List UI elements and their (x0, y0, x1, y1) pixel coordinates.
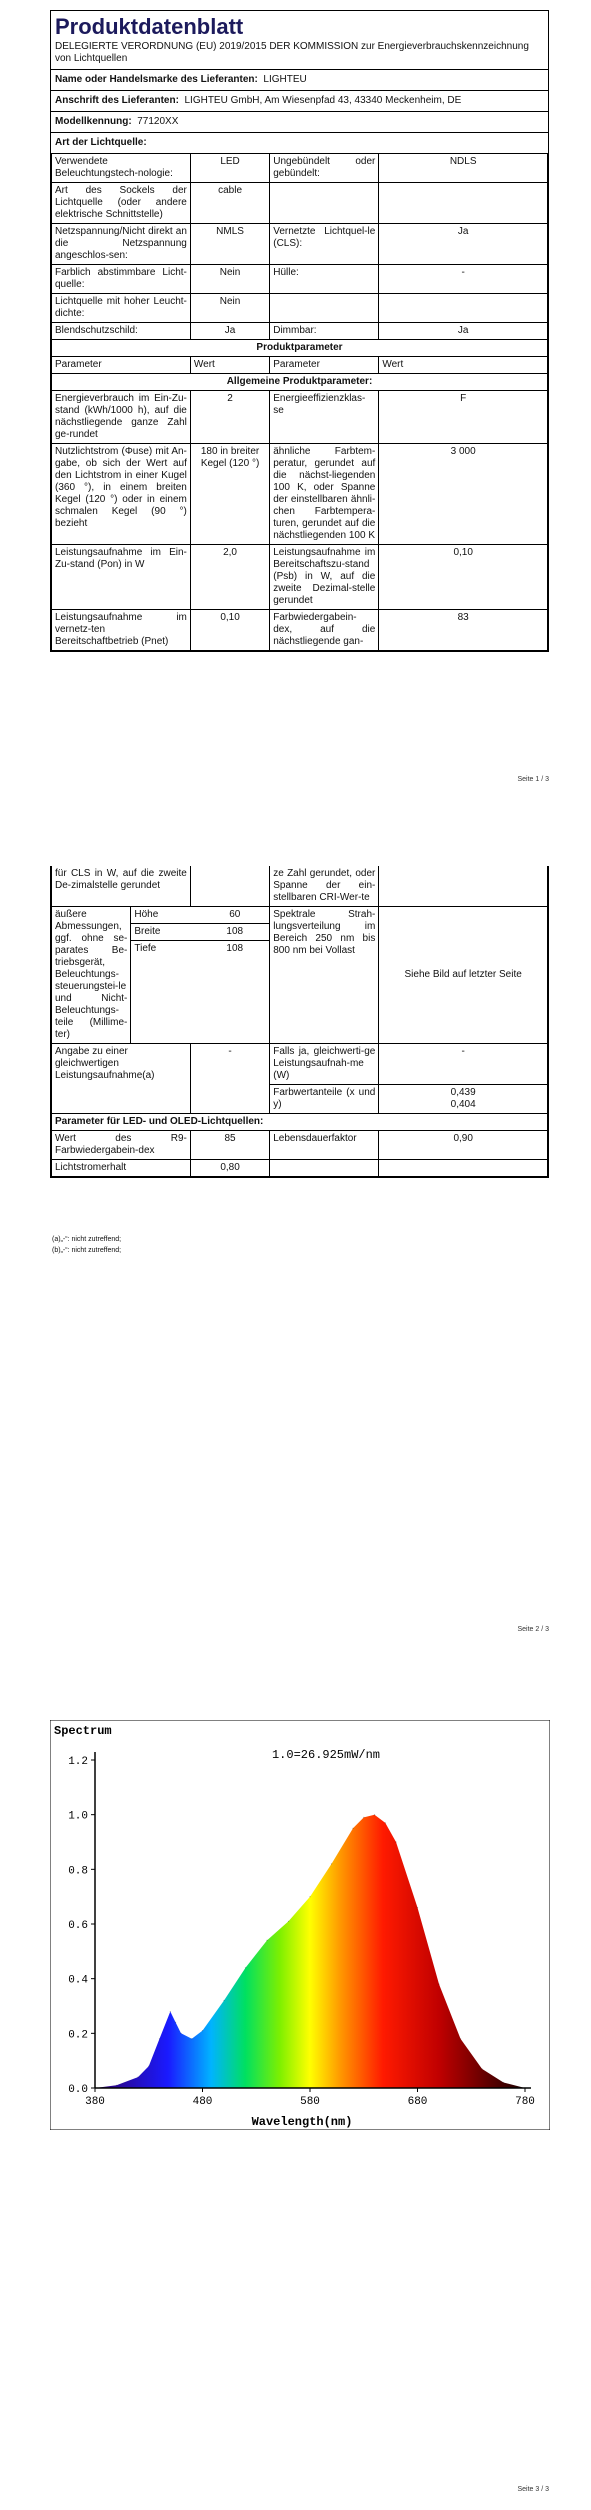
r9-value: 85 (190, 1131, 269, 1160)
dimensions-table (131, 907, 269, 957)
spectral-label: Spektrale Strah-lungsverteilung im Bereich 250 nm bis 800 nm bei Vollast (270, 907, 379, 1044)
equivalent-power-if-label: Falls ja, gleichwerti-ge Leistungsaufnah-me (W) (270, 1044, 379, 1085)
lumen-maintenance-value: 0,80 (190, 1160, 269, 1177)
spectrum-point (395, 1841, 396, 1842)
footnote-b: (b)„-“: nicht zutreffend; (52, 1247, 122, 1254)
column-header-value: Wert (190, 357, 269, 374)
param-value (190, 866, 269, 907)
lumen-maintenance-label: Lichtstromerhalt (52, 1160, 191, 1177)
type-label: Art des Sockels der Lichtquelle (oder andere elektrische Schnittstelle) (52, 183, 191, 224)
model-label: Modellkennung: (55, 116, 132, 127)
param-value: 0,10 (190, 610, 269, 651)
equivalent-power-label: Angabe zu einer gleichwertigen Leistungsaufnahme(a) (52, 1044, 191, 1114)
param-label: Energieeffizienzklas-se (270, 391, 379, 444)
model-line (51, 111, 548, 132)
table-row (52, 391, 548, 444)
dimensions-label: äußere Abmessungen, ggf. ohne se-parates Be-triebsgerät, Beleuchtungs-steuerungstei-le und Nicht-Beleuchtungs-teile (Millime-ter) (52, 907, 131, 1044)
param-value (379, 866, 548, 907)
x-tick-label: 380 (85, 2096, 105, 2108)
type-label: Verwendete Beleuchtungstech-nologie: (52, 154, 191, 183)
type-label: Farblich abstimmbare Licht-quelle: (52, 265, 191, 294)
table-row (52, 294, 548, 323)
y-tick-label: 0.0 (68, 2084, 88, 2096)
table-row (52, 545, 548, 610)
type-value: Ja (190, 323, 269, 340)
spectrum-point (266, 1940, 267, 1941)
spectrum-point (309, 1896, 310, 1897)
param-value: F (379, 391, 548, 444)
x-tick-label: 680 (407, 2096, 428, 2108)
spectrum-point (460, 2038, 461, 2039)
type-label: Dimmbar: (270, 323, 379, 340)
dimension-row (131, 941, 269, 958)
param-label: Leistungsaufnahme im Bereitschaftszu-stand (Psb) in W, auf die zweite Dezimal-stelle gerundet (270, 545, 379, 610)
column-header-parameter: Parameter (270, 357, 379, 374)
type-label: Hülle: (270, 265, 379, 294)
dimension-row (131, 924, 269, 941)
param-label: ze Zahl gerundet, oder Spanne der ein-stellbaren CRI-Wer-te (270, 866, 379, 907)
spectrum-point (202, 2030, 203, 2031)
datasheet-frame (50, 10, 549, 652)
type-value (379, 183, 548, 224)
model-id: 77120XX (137, 116, 179, 127)
equivalent-power-if-value: - (379, 1044, 548, 1085)
spectrum-point (245, 1967, 246, 1968)
page-1 (0, 0, 591, 800)
page-2 (0, 830, 591, 1650)
table-row (52, 224, 548, 265)
dimension-value: 108 (226, 943, 244, 954)
y-tick-label: 0.6 (68, 1920, 88, 1932)
spectrum-point (503, 2082, 504, 2083)
spectrum-point (137, 2077, 138, 2078)
type-label: Vernetzte Lichtquel-le (CLS): (270, 224, 379, 265)
spectral-value: Siehe Bild auf letzter Seite (379, 907, 548, 1044)
table-row (52, 265, 548, 294)
table-row (52, 154, 548, 183)
supplier-address: LIGHTEU GmbH, Am Wiesenpfad 43, 43340 Meckenheim, DE (184, 95, 462, 106)
type-value: LED (190, 154, 269, 183)
column-header-value: Wert (379, 357, 548, 374)
spectrum-point (148, 2066, 149, 2067)
chromaticity-x: 0,439 (450, 1087, 476, 1098)
spectrum-point (438, 1984, 439, 1985)
chromaticity-values (379, 1085, 548, 1114)
param-value: 0,10 (379, 545, 548, 610)
supplier-name-line (51, 69, 548, 90)
param-label: Energieverbrauch im Ein-Zu-stand (kWh/1000 h), auf die nächstliegende ganze Zahl ge-rundet (52, 391, 191, 444)
y-tick-label: 0.4 (68, 1974, 88, 1987)
supplier-name-label: Name oder Handelsmarke des Lieferanten: (55, 74, 258, 85)
equivalent-power-value: - (190, 1044, 269, 1114)
table-row (52, 183, 548, 224)
type-label: Netzspannung/Nicht direkt an die Netzspannung angeschlos-sen: (52, 224, 191, 265)
spectrum-point (374, 1814, 375, 1815)
spectrum-point (116, 2085, 117, 2086)
product-params-heading: Produktparameter (52, 340, 548, 357)
led-params-heading-row (52, 1114, 548, 1131)
x-tick-label: 780 (515, 2096, 535, 2108)
spectrum-point (180, 2033, 181, 2034)
table-row (52, 444, 548, 545)
param-value: 2,0 (190, 545, 269, 610)
table-row (52, 1160, 548, 1177)
spectrum-chart (50, 1720, 550, 2130)
type-label: Blendschutzschild: (52, 323, 191, 340)
type-value: Ja (379, 323, 548, 340)
y-tick-label: 0.8 (68, 1865, 88, 1878)
supplier-address-line (51, 90, 548, 111)
type-value: Nein (190, 294, 269, 323)
dimension-name: Tiefe (134, 943, 157, 954)
empty-cell (270, 1160, 379, 1177)
footnote-a: (a)„-“: nicht zutreffend; (52, 1236, 122, 1243)
table-row (52, 866, 548, 907)
page-number: Seite 2 / 3 (517, 1626, 549, 1633)
supplier-address-label: Anschrift des Lieferanten: (55, 95, 179, 106)
type-label (270, 183, 379, 224)
led-params-heading: Parameter für LED- und OLED-Lichtquellen: (52, 1114, 548, 1131)
product-params-table-continued (51, 866, 548, 1177)
lifetime-factor-label: Lebensdauerfaktor (270, 1131, 379, 1160)
table-row (52, 610, 548, 651)
table-row (52, 323, 548, 340)
dimension-value: 60 (200, 907, 269, 924)
param-value: 2 (190, 391, 269, 444)
page-title: Produktdatenblatt (55, 14, 244, 39)
param-label: Farbwiedergabein-dex, auf die nächstliegende gan- (270, 610, 379, 651)
type-value: Nein (190, 265, 269, 294)
type-label (270, 294, 379, 323)
datasheet-frame-continued (50, 866, 549, 1178)
spectrum-point (170, 2011, 171, 2012)
type-value: - (379, 265, 548, 294)
param-value: 3 000 (379, 444, 548, 545)
dimension-value: 108 (200, 924, 269, 941)
type-label: Lichtquelle mit hoher Leucht-dichte: (52, 294, 191, 323)
y-tick-label: 1.0 (68, 1810, 88, 1823)
type-value: cable (190, 183, 269, 224)
lifetime-factor-value: 0,90 (379, 1131, 548, 1160)
x-tick-label: 580 (300, 2096, 320, 2108)
spectrum-point (175, 2022, 176, 2023)
type-value: Ja (379, 224, 548, 265)
supplier-name: LIGHTEU (263, 74, 307, 85)
param-label: Nutzlichtstrom (Φuse) mit An-gabe, ob sich der Wert auf den Lichtstrom in einer Kugel (360 °), in einem breiten Kegel (120 °) oder in einem schmalen Kegel (90 °) bezieht (52, 444, 191, 545)
regulation-subtitle: DELEGIERTE VERORDNUNG (EU) 2019/2015 DER KOMMISSION zur Energieverbrauchskennzeichnung von Lichtquellen (55, 41, 529, 64)
spectrum-point (417, 1907, 418, 1908)
spectrum-point (159, 2038, 160, 2039)
light-source-type-table (51, 153, 548, 651)
spectrum-point (288, 1921, 289, 1922)
page-3 (0, 1680, 591, 2510)
param-value: 83 (379, 610, 548, 651)
r9-label: Wert des R9-Farbwiedergabein-dex (52, 1131, 191, 1160)
x-axis-label: Wavelength(nm) (251, 2115, 353, 2129)
empty-cell (379, 1160, 548, 1177)
spectrum-point (352, 1828, 353, 1829)
type-label: Ungebündelt oder gebündelt: (270, 154, 379, 183)
param-value: 180 in breiter Kegel (120 °) (190, 444, 269, 545)
type-value (379, 294, 548, 323)
x-tick-label: 480 (192, 2096, 213, 2108)
spectrum-point (385, 1822, 386, 1823)
general-params-heading-row (52, 374, 548, 391)
param-label: ähnliche Farbtem-peratur, gerundet auf die nächst-liegenden 100 K, oder Spanne der einstellbaren ähnli-chen Farbtempera-turen, gerundet auf die nächstliegenden 100 K (270, 444, 379, 545)
y-tick-label: 1.2 (68, 1756, 88, 1768)
y-tick-label: 0.2 (68, 2029, 88, 2042)
product-params-heading-row (52, 340, 548, 357)
chromaticity-label: Farbwertanteile (x und y) (270, 1085, 379, 1114)
spectrum-point (191, 2038, 192, 2039)
page-number: Seite 1 / 3 (517, 776, 549, 783)
type-value: NMLS (190, 224, 269, 265)
spectrum-point (363, 1817, 364, 1818)
dimension-row (131, 907, 269, 924)
dimensions-cell (131, 907, 270, 1044)
dimension-name: Breite (131, 924, 200, 941)
footnotes (52, 1234, 121, 1256)
chart-annotation: 1.0=26.925mW/nm (271, 1748, 381, 1762)
type-value: NDLS (379, 154, 548, 183)
page-number: Seite 3 / 3 (517, 2486, 549, 2493)
table-row (52, 1044, 548, 1085)
param-label: Leistungsaufnahme im vernetz-ten Bereitschaftbetrieb (Pnet) (52, 610, 191, 651)
param-label: für CLS in W, auf die zweite De-zimalstelle gerundet (52, 866, 191, 907)
spectrum-point (331, 1863, 332, 1864)
spectrum-point (481, 2068, 482, 2069)
chromaticity-y: 0,404 (450, 1099, 476, 1110)
param-label: Leistungsaufnahme im Ein-Zu-stand (Pon) in W (52, 545, 191, 610)
table-row (52, 1131, 548, 1160)
column-header-parameter: Parameter (52, 357, 191, 374)
type-heading: Art der Lichtquelle: (51, 132, 548, 153)
table-row (52, 907, 548, 1044)
dimension-name: Höhe (131, 907, 200, 924)
chart-title: Spectrum (54, 1724, 112, 1738)
general-params-heading: Allgemeine Produktparameter: (52, 374, 548, 391)
column-header-row (52, 357, 548, 374)
spectrum-point (223, 2000, 224, 2001)
